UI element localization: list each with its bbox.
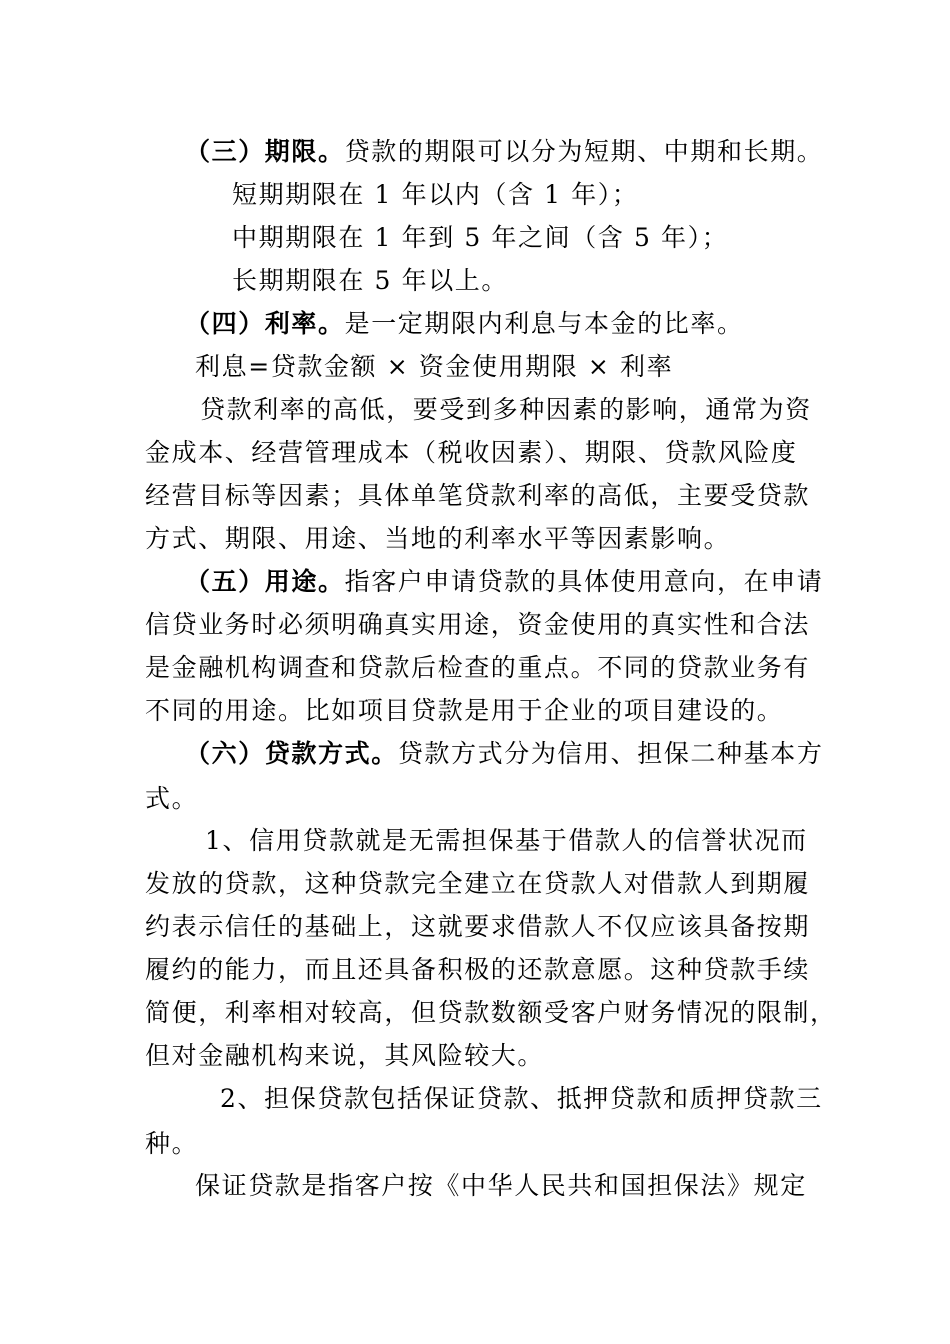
line-text: 金成本、经营管理成本（税收因素）、期限、贷款风险度 xyxy=(145,438,798,467)
line-text: 但对金融机构来说，其风险较大。 xyxy=(145,1041,545,1070)
line-text: 是金融机构调查和贷款后检查的重点。不同的贷款业务有 xyxy=(145,653,811,682)
line-text: 式。 xyxy=(145,784,199,813)
text-loan-method: 贷款方式分为信用、担保二种基本方 xyxy=(397,739,824,768)
paragraph-term xyxy=(185,134,823,170)
line-text: 履约的能力，而且还具备积极的还款意愿。这种贷款手续 xyxy=(145,955,811,984)
line-interest-formula: 利息=贷款金额 × 资金使用期限 × 利率 xyxy=(195,352,674,381)
line-text: 信贷业务时必须明确真实用途，资金使用的真实性和合法 xyxy=(145,610,811,639)
text-rate: 是一定期限内利息与本金的比率。 xyxy=(344,309,744,338)
text-usage: 指客户申请贷款的具体使用意向，在申请 xyxy=(344,567,824,596)
heading-loan-method: （六）贷款方式。 xyxy=(185,739,398,768)
heading-usage: （五）用途。 xyxy=(185,567,345,596)
line-medium-term: 中期期限在 1 年到 5 年之间（含 5 年）； xyxy=(232,223,729,252)
line-text: 不同的用途。比如项目贷款是用于企业的项目建设的。 xyxy=(145,696,784,725)
paragraph-rate xyxy=(185,306,744,342)
text-term: 贷款的期限可以分为短期、中期和长期。 xyxy=(344,137,824,166)
heading-rate: （四）利率。 xyxy=(185,309,345,338)
paragraph-loan-method xyxy=(185,736,823,772)
line-text: 种。 xyxy=(145,1129,199,1158)
line-guarantee-loan: 2、担保贷款包括保证贷款、抵押贷款和质押贷款三 xyxy=(220,1084,823,1113)
line-long-term: 长期期限在 5 年以上。 xyxy=(232,266,509,295)
line-short-term: 短期期限在 1 年以内（含 1 年）； xyxy=(232,180,639,209)
paragraph-usage xyxy=(185,564,823,600)
line-text: 约表示信任的基础上，这就要求借款人不仅应该具备按期 xyxy=(145,912,811,941)
heading-term: （三）期限。 xyxy=(185,137,345,166)
line-text: 方式、期限、用途、当地的利率水平等因素影响。 xyxy=(145,524,731,553)
line-credit-loan: 1、信用贷款就是无需担保基于借款人的信誉状况而 xyxy=(205,826,808,855)
line-text: 保证贷款是指客户按《中华人民共和国担保法》规定 xyxy=(195,1171,807,1200)
line-text: 发放的贷款，这种贷款完全建立在贷款人对借款人到期履 xyxy=(145,869,811,898)
line-text: 简便，利率相对较高，但贷款数额受客户财务情况的限制， xyxy=(145,998,837,1027)
line-text: 经营目标等因素；具体单笔贷款利率的高低，主要受贷款 xyxy=(145,481,811,510)
line-text: 贷款利率的高低，要受到多种因素的影响，通常为资 xyxy=(200,395,812,424)
